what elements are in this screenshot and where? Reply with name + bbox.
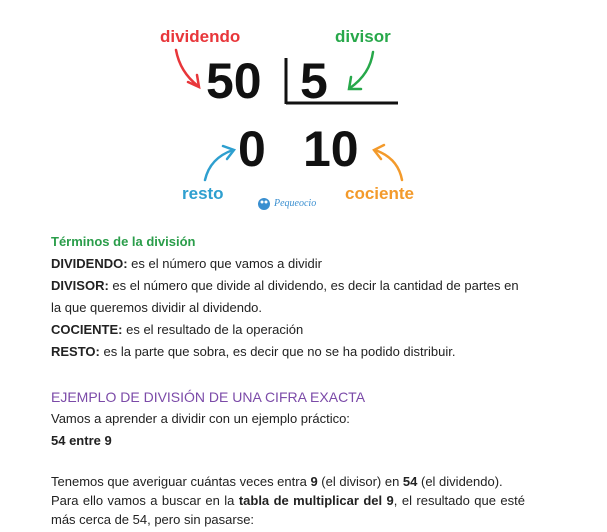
example-section: [51, 386, 525, 452]
dividend-arrow-icon: [176, 50, 198, 86]
remainder-label: resto: [182, 184, 224, 203]
term-quotient: COCIENTE: es el resultado de la operación: [51, 322, 304, 337]
explanation-p2: Para ello vamos a buscar en la tabla de multiplicar del 9, el resultado que esté más cerca de 54, pero sin pasarse:: [51, 493, 525, 527]
remainder-arrow-icon: [205, 150, 233, 180]
term-divisor: DIVISOR: es el número que divide al dividendo, es decir la cantidad de partes en la que queremos dividir al dividendo.: [51, 278, 519, 315]
dividend-number: 50: [206, 53, 262, 109]
logo-text: Pequeocio: [274, 198, 317, 209]
diagram-lines: [0, 0, 607, 225]
remainder-number: 0: [238, 121, 266, 177]
example-heading: EJEMPLO DE DIVISIÓN DE UNA CIFRA EXACTA: [51, 389, 366, 405]
mascot-icon: [258, 198, 270, 210]
example-problem: 54 entre 9: [51, 433, 112, 448]
divisor-label: divisor: [335, 27, 391, 46]
divisor-arrow-icon: [350, 52, 373, 88]
divisor-number: 5: [300, 53, 328, 109]
division-diagram: [0, 0, 607, 225]
quotient-label: cociente: [345, 184, 414, 203]
dividend-label: dividendo: [160, 27, 241, 46]
term-dividend: DIVIDENDO: es el número que vamos a dividir: [51, 256, 322, 271]
terms-heading: Términos de la división: [51, 234, 196, 249]
explanation-p1: Tenemos que averiguar cuántas veces entra 9 (el divisor) en 54 (el dividendo).: [51, 474, 503, 489]
term-remainder: RESTO: es la parte que sobra, es decir que no se ha podido distribuir.: [51, 344, 456, 359]
quotient-number: 10: [303, 121, 359, 177]
example-explanation: [51, 472, 525, 529]
terms-section: [51, 231, 525, 363]
example-intro: Vamos a aprender a dividir con un ejemplo práctico:: [51, 411, 350, 426]
